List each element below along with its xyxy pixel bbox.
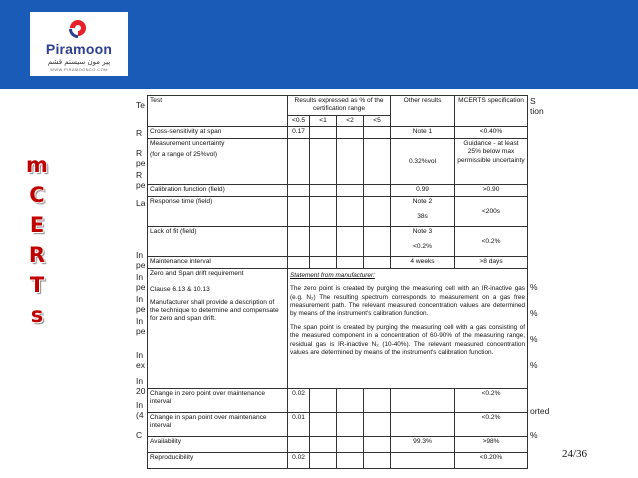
background-fragment: tion [530,106,544,116]
other-cell: Note 1 [391,127,455,139]
piramoon-logo-icon [66,17,90,39]
background-fragment: In [136,376,144,386]
header-mcerts: MCERTS specification [455,96,528,127]
side-title [22,150,52,330]
table-row [148,227,528,257]
spec-cell: >98% [455,437,528,453]
statement-paragraph: The span point is created by purging the measuring cell with a gas consisting of the measured component in a concentration of 60-90% of the measuring range, residual gas is IR-inactive N₂ (10-40%). The relevant measured concentration values are determined by means of the instrument's calibration function. [290,324,526,356]
test-clause: Clause 6.13 & 10.13 [150,286,210,294]
table-row [148,197,528,227]
other-text: 38s [417,213,428,221]
test-cell [148,139,288,185]
value-cell: 0.02 [288,389,310,413]
statement-title: Statement from manufacturer: [290,272,375,280]
test-description: Manufacturer shall provide a description of the technique to determine and compensate for zero and span drift. [150,298,279,323]
test-cell: Change in zero point over maintenance interval [148,389,288,413]
other-cell: 0.32%vol [391,139,455,185]
other-cell [391,227,455,257]
table-row [148,185,528,197]
background-fragment: R [136,170,143,180]
background-fragment: % [530,430,538,440]
background-fragment: C [136,430,143,440]
value-cell: 0.01 [288,413,310,437]
table-row [148,139,528,185]
value-cell: 0.02 [288,453,310,469]
subheader-cell: <1 [310,116,337,127]
header-other: Other results [391,96,455,127]
other-cell: 4 weeks [391,257,455,269]
background-fragment: pe [136,282,146,292]
background-fragment: R [136,128,143,138]
background-fragment: In [136,250,144,260]
side-title-letter: E [29,213,45,237]
brand-logo [30,12,128,76]
spec-cell: Guidance - at least 25% below max permissible uncertainty [455,139,528,185]
test-cell: Cross-sensitivity at span [148,127,288,139]
spec-cell: <0.2% [455,413,528,437]
header-results-group: Results expressed as % of the certification range [288,96,391,116]
table-row [148,269,528,389]
background-fragment: In [136,272,144,282]
spec-cell: <0.40% [455,127,528,139]
other-cell: 0.99 [391,185,455,197]
background-fragment: In [136,400,144,410]
background-fragment: pe [136,304,146,314]
background-fragment: In [136,316,144,326]
background-fragment: orted [530,406,550,416]
test-cell: Calibration function (field) [148,185,288,197]
mcerts-spec-table [147,95,528,469]
background-fragment: % [530,360,538,370]
background-fragment: % [530,308,538,318]
background-fragment: pe [136,158,146,168]
table-row [148,127,528,139]
background-fragment: pe [136,326,146,336]
other-cell [391,197,455,227]
table-header-row [148,96,528,116]
brand-url: WWW.PIRAMOONCO.COM [50,67,108,72]
background-fragment: La [136,198,146,208]
side-title-letter: m [26,153,48,177]
test-cell: Response time (field) [148,197,288,227]
background-fragment: In [136,294,144,304]
other-cell: 99.3% [391,437,455,453]
subheader-cell: <0.5 [288,116,310,127]
background-fragment: S [530,96,536,106]
side-title-letter: T [29,273,45,297]
subheader-cell: <2 [337,116,364,127]
brand-name: Piramoon [45,41,113,57]
brand-tagline: پیر مون سیستم قشم [47,58,111,66]
spec-cell: <200s [455,197,528,227]
background-fragment: % [530,334,538,344]
background-fragment: R [136,148,143,158]
background-fragment: In [136,350,144,360]
test-cell: Maintenance interval [148,257,288,269]
test-cell [148,269,288,389]
header-test: Test [148,96,288,127]
other-text: Note 3 [412,228,433,236]
spec-cell: <0.2% [455,389,528,413]
other-text: Note 2 [412,198,433,206]
test-cell: Reproducibility [148,453,288,469]
test-cell: Lack of fit (field) [148,227,288,257]
side-title-letter: s [30,303,44,327]
subheader-cell: <5 [364,116,391,127]
other-text: <0.2% [413,243,432,251]
background-fragment: (4 [136,410,144,420]
table-row [148,389,528,413]
table-row [148,413,528,437]
test-cell: Change in span point over maintenance interval [148,413,288,437]
mcerts-spec-document [147,95,527,475]
manufacturer-statement [288,269,528,389]
statement-paragraph: The zero point is created by purging the measuring cell with an IR-inactive gas (e.g. N₂) The resulting spectrum corresponds to measurement on a gas free measurement path. The relevant measured concentration values are determined by means of the instrument's calibration function. [290,285,526,317]
background-fragment: % [530,282,538,292]
spec-cell: <0.20% [455,453,528,469]
spec-cell: >0.90 [455,185,528,197]
test-text: Measurement uncertainty [150,140,225,148]
background-fragment: pe [136,180,146,190]
table-row [148,437,528,453]
background-fragment: pe [136,260,146,270]
table-row [148,453,528,469]
table-row [148,257,528,269]
test-text: Zero and Span drift requirement [150,270,244,278]
test-cell: Availability [148,437,288,453]
side-title-letter: R [28,243,46,267]
side-title-letter: C [29,183,45,207]
background-fragment: Te [136,100,145,110]
background-fragment: 20 [136,386,146,396]
spec-cell: >8 days [455,257,528,269]
test-subtext: (for a range of 25%vol) [150,151,218,159]
header-band [0,0,638,89]
spec-cell: <0.2% [455,227,528,257]
page-number: 24/36 [562,448,588,460]
value-cell: 0.17 [288,127,310,139]
background-fragment: ex [136,360,145,370]
